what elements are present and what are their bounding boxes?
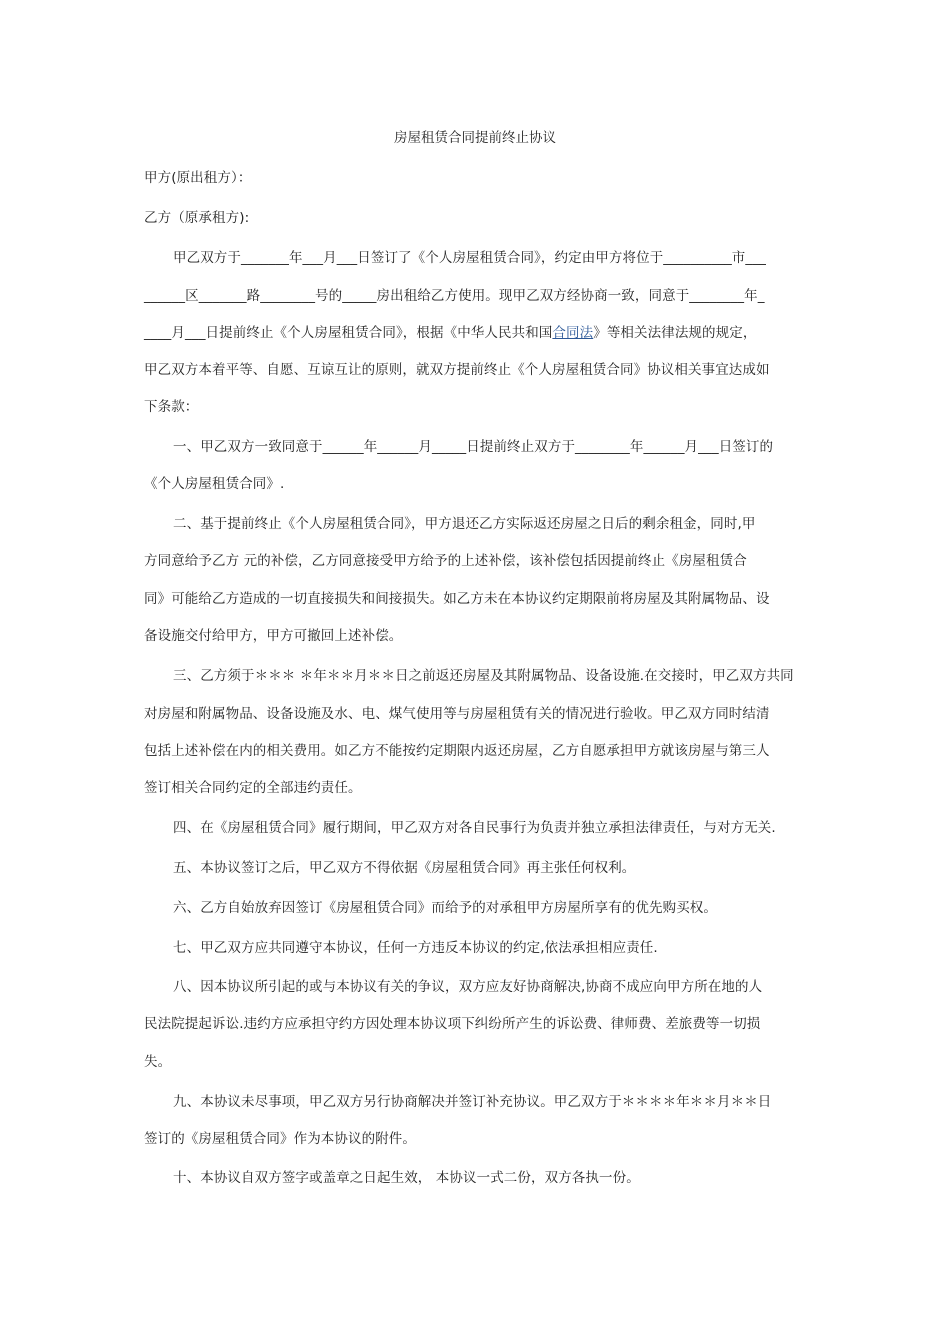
clause-2-line-2: 方同意给予乙方 元的补偿，乙方同意接受甲方给予的上述补偿，该补偿包括因提前终止《房屋租赁合 (144, 553, 747, 569)
clause-3-line-2: 对房屋和附属物品、设备设施及水、电、煤气使用等与房屋租赁有关的情况进行验收。甲乙双方同时结清 (144, 706, 770, 722)
preamble-line-3 (144, 323, 814, 343)
clause-3-line-4: 签订相关合同约定的全部违约责任。 (144, 780, 362, 796)
clause-8-line-2: 民法院提起诉讼.违约方应承担守约方因处理本协议项下纠纷所产生的诉讼费、律师费、差旅费等一切损 (144, 1016, 761, 1032)
clause-10-line: 十、本协议自双方签字或盖章之日起生效， 本协议一式二份，双方各执一份。 (173, 1170, 640, 1186)
clause-4-line: 四、在《房屋租赁合同》履行期间，甲乙双方对各自民事行为负责并独立承担法律责任，与对方无关. (173, 820, 776, 836)
preamble-line-2: ______区_______路________号的_____房出租给乙方使用。现甲乙双方经协商一致，同意于________年_ (144, 288, 765, 304)
clause-9-line-1: 九、本协议未尽事项，甲乙双方另行协商解决并签订补充协议。甲乙双方于＊＊＊＊年＊＊月＊＊日 (173, 1094, 772, 1110)
preamble-line-5: 下条款： (144, 399, 199, 415)
document-title: 房屋租赁合同提前终止协议 (394, 130, 556, 146)
clause-7-line: 七、甲乙双方应共同遵守本协议，任何一方违反本协议的约定,依法承担相应责任. (173, 940, 658, 956)
preamble-line-4: 甲乙双方本着平等、自愿、互谅互让的原则，就双方提前终止《个人房屋租赁合同》协议相关事宜达成如 (144, 362, 770, 378)
clause-8-line-3: 失。 (144, 1054, 172, 1070)
clause-2-line-1: 二、基于提前终止《个人房屋租赁合同》，甲方退还乙方实际返还房屋之日后的剩余租金，同时,甲 (173, 516, 756, 532)
clause-2-line-3: 同》可能给乙方造成的一切直接损失和间接损失。如乙方未在本协议约定期限前将房屋及其附属物品、设 (144, 591, 770, 607)
clause-8-line-1: 八、因本协议所引起的或与本协议有关的争议，双方应友好协商解决,协商不成应向甲方所在地的人 (173, 979, 763, 995)
clause-2-line-4: 备设施交付给甲方，甲方可撤回上述补偿。 (144, 628, 403, 644)
clause-6-line: 六、乙方自始放弃因签订《房屋租赁合同》而给予的对承租甲方房屋所享有的优先购买权。 (173, 900, 717, 916)
preamble-line-1: 甲乙双方于_______年___月___日签订了《个人房屋租赁合同》，约定由甲方将位于__________市___ (173, 250, 766, 266)
clause-1-line-2: 《个人房屋租赁合同》. (144, 476, 285, 492)
clause-5-line: 五、本协议签订之后，甲乙双方不得依据《房屋租赁合同》再主张任何权利。 (173, 860, 636, 876)
clause-1-line-1: 一、甲乙双方一致同意于______年______月_____日提前终止双方于________年______月___日签订的 (173, 439, 774, 455)
preamble-line-3-text-a: ____月___日提前终止《个人房屋租赁合同》，根据《中华人民共和国 (144, 325, 553, 341)
clause-3-line-3: 包括上述补偿在内的相关费用。如乙方不能按约定期限内返还房屋，乙方自愿承担甲方就该房屋与第三人 (144, 743, 770, 759)
contract-law-link[interactable]: 合同法 (552, 325, 594, 341)
party-b-line: 乙方（原承租方): (144, 210, 250, 226)
party-a-line: 甲方(原出租方）： (144, 170, 252, 186)
clause-3-line-1: 三、乙方须于＊＊＊ ＊年＊＊月＊＊日之前返还房屋及其附属物品、设备设施.在交接时，甲乙双方共同 (173, 668, 794, 684)
preamble-line-3-text-b: 》等相关法律法规的规定， (593, 325, 757, 341)
clause-9-line-2: 签订的《房屋租赁合同》作为本协议的附件。 (144, 1131, 416, 1147)
